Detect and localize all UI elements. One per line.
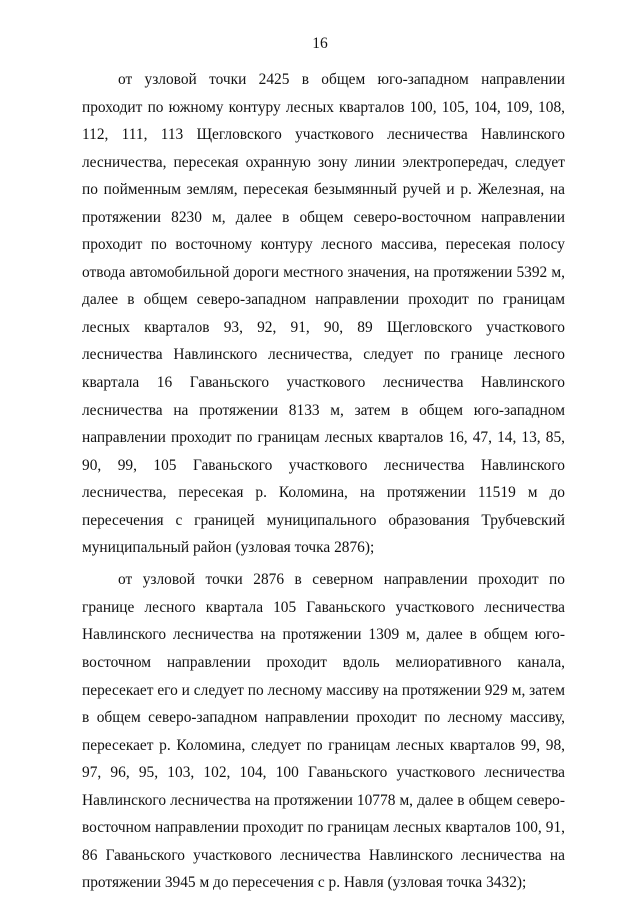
page-number: 16 — [312, 35, 328, 52]
paragraph-boundary-2425: от узловой точки 2425 в общем юго-западном направлении проходит по южному контуру лесных кварталов 100, 105, 104, 109, 108, 112, 111, 113 Щегловского участкового лесничества Навлинского лесничества, пересекая охранную зону линии электропередач, следует по пойменным землям, пересекая безымянный ручей и р. Железная, на протяжении 8230 м, далее в общем северо-восточном направлении проходит по восточному контуру лесного массива, пересекая полосу отвода автомобильной дороги местного значения, на протяжении 5392 м, далее в общем северо-западном направлении проходит по границам лесных кварталов 93, 92, 91, 90, 89 Щегловского участкового лесничества Навлинского лесничества, следует по границе лесного квартала 16 Гаваньского участкового лесничества Навлинского лесничества на протяжении 8133 м, затем в общем юго-западном направлении проходит по границам лесных кварталов 16, 47, 14, 13, 85, 90, 99, 105 Гаваньского участкового лесничества Навлинского лесничества, пересекая р. Коломина, на протяжении 11519 м до пересечения с границей муниципального образования Трубчевский муниципальный район (узловая точка 2876); — [82, 71, 565, 557]
paragraph-boundary-2876: от узловой точки 2876 в северном направлении проходит по границе лесного квартала 105 Гаваньского участкового лесничества Навлинского лесничества на протяжении 1309 м, далее в общем юго-восточном направлении проходит вдоль мелиоративного канала, пересекает его и следует по лесному массиву на протяжении 929 м, затем в общем северо-западном направлении проходит по лесному массиву, пересекает р. Коломина, следует по границам лесных кварталов 99, 98, 97, 96, 95, 103, 102, 104, 100 Гаваньского участкового лесничества Навлинского лесничества на протяжении 10778 м, далее в общем северо-восточном направлении проходит по границам лесных кварталов 100, 91, 86 Гаваньского участкового лесничества Навлинского лесничества на протяжении 3945 м до пересечения с р. Навля (узловая точка 3432); — [82, 571, 565, 892]
document-body — [82, 66, 565, 901]
